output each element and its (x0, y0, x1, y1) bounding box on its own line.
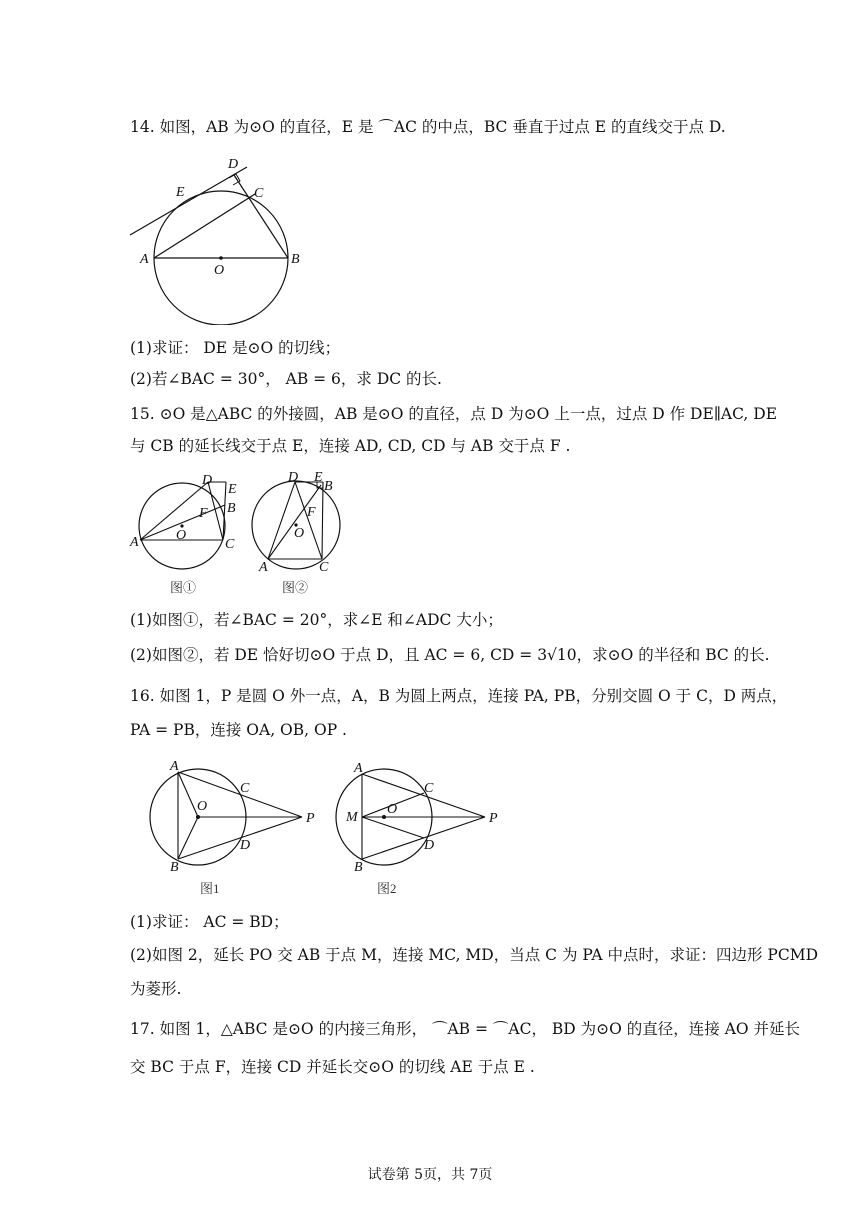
p16-fig1-label-C: C (240, 781, 250, 796)
label-A: A (140, 252, 149, 267)
p16-q2-line1: (2)如图 2，延长 PO 交 AB 于点 M，连接 MC, MD，当点 C 为 PA 中点时，求证：四边形 PCMD (130, 946, 819, 964)
p16-fig1-label-P: P (306, 811, 315, 826)
p16-fig2-label-A: A (354, 761, 363, 776)
fig2-label-A: A (259, 560, 268, 575)
fig2-label-F: F (307, 505, 316, 520)
label-D: D (228, 157, 239, 172)
fig1-label-E: E (228, 482, 237, 497)
p14-stem: 14. 如图，AB 为⊙O 的直径，E 是 ⌒AC 的中点，BC 垂直于过点 E 的直线交于点 D. (130, 118, 726, 136)
p15-figures (128, 470, 353, 604)
fig1-label-D: D (202, 473, 213, 488)
p16-fig1-label-D: D (240, 838, 251, 853)
fig2-caption: 图② (282, 580, 309, 595)
fig2-label-B: B (324, 479, 333, 494)
p16-stem-line2: PA = PB，连接 OA, OB, OP . (130, 721, 347, 739)
p15-q1: (1)如图①，若∠BAC = 20°，求∠E 和∠ADC 大小； (130, 611, 503, 629)
p16-figures (140, 755, 510, 904)
p16-fig2-label-B: B (354, 860, 363, 875)
p15-stem-line2: 与 CB 的延长线交于点 E，连接 AD, CD, CD 与 AB 交于点 F . (130, 437, 571, 455)
p14-figure (128, 150, 318, 329)
fig2-label-E: E (314, 470, 323, 485)
p14-q2: (2)若∠BAC = 30°， AB = 6，求 DC 的长. (130, 370, 442, 388)
p16-fig1-label-B: B (170, 860, 179, 875)
p16-fig2-label-P: P (489, 811, 498, 826)
fig1-caption: 图① (170, 580, 197, 595)
label-O: O (214, 263, 225, 278)
p16-fig2-label-O: O (387, 802, 398, 817)
p16-fig2-label-M: M (346, 810, 358, 825)
fig2-label-C: C (319, 560, 329, 575)
fig1-label-C: C (225, 537, 235, 552)
fig1-label-B: B (227, 501, 236, 516)
page-footer: 试卷第 5页，共 7页 (367, 1167, 493, 1183)
p14-q1: (1)求证： DE 是⊙O 的切线； (130, 339, 341, 357)
p15-q2: (2)如图②，若 DE 恰好切⊙O 于点 D，且 AC = 6, CD = 3√10，求⊙O 的半径和 BC 的长. (130, 646, 770, 664)
p16-fig1-label-O: O (197, 799, 208, 814)
fig2-label-D: D (288, 470, 299, 485)
p16-fig2-label-C: C (424, 781, 434, 796)
p16-fig1-label-A: A (170, 759, 179, 774)
fig2-label-O: O (294, 526, 305, 541)
label-E: E (176, 185, 185, 200)
fig1-label-A: A (130, 535, 139, 550)
p16-fig2-label-D: D (424, 838, 435, 853)
p15-stem-line1: 15. ⊙O 是△ABC 的外接圆，AB 是⊙O 的直径，点 D 为⊙O 上一点，过点 D 作 DE∥AC, DE (130, 405, 778, 423)
p17-stem-line1: 17. 如图 1，△ABC 是⊙O 的内接三角形， ⌒AB = ⌒AC， BD 为⊙O 的直径，连接 AO 并延长 (130, 1020, 801, 1038)
fig1-label-F: F (199, 506, 208, 521)
p16-fig1-caption: 图1 (200, 881, 220, 896)
p16-fig2-caption: 图2 (377, 881, 397, 896)
p16-q1: (1)求证： AC = BD； (130, 913, 289, 931)
p16-q2-line2: 为菱形. (130, 980, 182, 998)
label-C: C (254, 186, 264, 201)
fig1-label-O: O (176, 528, 187, 543)
p17-stem-line2: 交 BC 于点 F，连接 CD 并延长交⊙O 的切线 AE 于点 E . (130, 1058, 535, 1076)
label-B: B (291, 252, 300, 267)
p16-stem-line1: 16. 如图 1，P 是圆 O 外一点，A，B 为圆上两点，连接 PA, PB，分别交圆 O 于 C，D 两点， (130, 687, 788, 705)
